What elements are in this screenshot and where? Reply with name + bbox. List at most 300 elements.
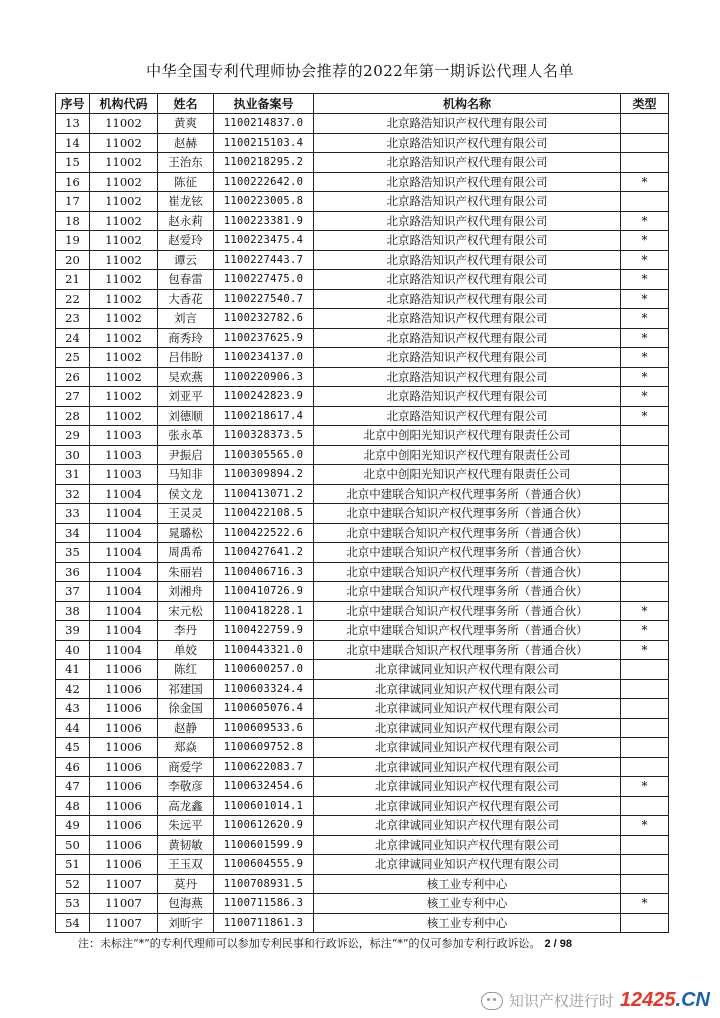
footnote [78,935,678,951]
cell-reg: 1100601014.1 [214,796,314,816]
header-cell-org: 机构名称 [314,94,621,114]
cell-no: 38 [56,601,90,621]
cell-code: 11002 [90,367,158,387]
cell-type: * [621,328,669,348]
cell-name: 刘昕宇 [158,913,214,933]
cell-type: * [621,172,669,192]
cell-code: 11002 [90,133,158,153]
footnote-text: 注：未标注“*”的专利代理师可以参加专利民事和行政诉讼，标注“*”的仅可参加专利行政诉讼。 [78,937,541,950]
cell-name: 王灵灵 [158,504,214,524]
cell-type [621,699,669,719]
table-row [56,426,669,446]
cell-reg: 1100232782.6 [214,309,314,329]
cell-reg: 1100309894.2 [214,465,314,485]
header-cell-no: 序号 [56,94,90,114]
cell-reg: 1100227475.0 [214,270,314,290]
cell-type: * [621,894,669,914]
cell-reg: 1100609752.8 [214,738,314,758]
table-row [56,133,669,153]
cell-org: 北京律诚同业知识产权代理有限公司 [314,796,621,816]
cell-reg: 1100443321.0 [214,640,314,660]
cell-org: 北京律诚同业知识产权代理有限公司 [314,660,621,680]
cell-code: 11006 [90,718,158,738]
table-row [56,601,669,621]
cell-reg: 1100406716.3 [214,562,314,582]
cell-type: * [621,816,669,836]
cell-name: 商爱学 [158,757,214,777]
cell-no: 43 [56,699,90,719]
cell-no: 47 [56,777,90,797]
cell-type [621,465,669,485]
table-row [56,660,669,680]
table-row [56,328,669,348]
cell-name: 徐金国 [158,699,214,719]
cell-type: * [621,348,669,368]
cell-type [621,757,669,777]
cell-code: 11004 [90,523,158,543]
cell-code: 11006 [90,699,158,719]
cell-type: * [621,309,669,329]
cell-no: 35 [56,543,90,563]
cell-reg: 1100612620.9 [214,816,314,836]
cell-reg: 1100328373.5 [214,426,314,446]
cell-reg: 1100418228.1 [214,601,314,621]
cell-reg: 1100603324.4 [214,679,314,699]
cell-type [621,718,669,738]
watermark [481,989,710,1012]
cell-no: 24 [56,328,90,348]
cell-code: 11006 [90,777,158,797]
cell-type: * [621,367,669,387]
cell-org: 核工业专利中心 [314,913,621,933]
table-row [56,367,669,387]
table-row [56,153,669,173]
cell-code: 11004 [90,640,158,660]
cell-type [621,484,669,504]
cell-no: 21 [56,270,90,290]
cell-code: 11002 [90,153,158,173]
cell-no: 36 [56,562,90,582]
cell-org: 北京中建联合知识产权代理事务所（普通合伙） [314,562,621,582]
cell-org: 北京律诚同业知识产权代理有限公司 [314,718,621,738]
cell-no: 19 [56,231,90,251]
cell-reg: 1100223475.4 [214,231,314,251]
cell-code: 11002 [90,406,158,426]
cell-type [621,582,669,602]
table-row [56,738,669,758]
cell-name: 黄韧敏 [158,835,214,855]
table-row [56,250,669,270]
table-row [56,777,669,797]
cell-type [621,679,669,699]
header-cell-type: 类型 [621,94,669,114]
cell-code: 11002 [90,328,158,348]
cell-no: 54 [56,913,90,933]
cell-org: 北京中建联合知识产权代理事务所（普通合伙） [314,484,621,504]
table-row [56,913,669,933]
table-row [56,406,669,426]
cell-name: 高龙鑫 [158,796,214,816]
table-row [56,504,669,524]
cell-no: 16 [56,172,90,192]
cell-org: 北京路浩知识产权代理有限公司 [314,211,621,231]
cell-name: 刘言 [158,309,214,329]
cell-org: 北京路浩知识产权代理有限公司 [314,250,621,270]
roster-table [55,93,669,933]
cell-reg: 1100604555.9 [214,855,314,875]
table-row [56,718,669,738]
cell-type [621,835,669,855]
header-cell-reg: 执业备案号 [214,94,314,114]
cell-no: 39 [56,621,90,641]
page-number: 2 / 98 [544,938,573,950]
cell-type [621,133,669,153]
table-row [56,621,669,641]
cell-type [621,855,669,875]
cell-reg: 1100605076.4 [214,699,314,719]
cell-reg: 1100242823.9 [214,387,314,407]
cell-type: * [621,211,669,231]
cell-no: 48 [56,796,90,816]
cell-name: 包海燕 [158,894,214,914]
cell-name: 单姣 [158,640,214,660]
cell-reg: 1100711586.3 [214,894,314,914]
cell-no: 32 [56,484,90,504]
cell-no: 14 [56,133,90,153]
cell-name: 崔龙铉 [158,192,214,212]
cell-no: 29 [56,426,90,446]
cell-org: 北京中建联合知识产权代理事务所（普通合伙） [314,582,621,602]
table-row [56,699,669,719]
cell-no: 27 [56,387,90,407]
cell-type: * [621,640,669,660]
cell-code: 11004 [90,621,158,641]
cell-type: * [621,621,669,641]
table-row [56,523,669,543]
brand-logo-dot: . [675,989,682,1011]
cell-name: 尹振启 [158,445,214,465]
cell-type [621,114,669,134]
table-row [56,816,669,836]
table-row [56,348,669,368]
table-row [56,582,669,602]
cell-code: 11002 [90,192,158,212]
table-header-row [56,94,669,114]
cell-org: 北京中建联合知识产权代理事务所（普通合伙） [314,543,621,563]
cell-reg: 1100234137.0 [214,348,314,368]
cell-org: 北京路浩知识产权代理有限公司 [314,192,621,212]
cell-no: 25 [56,348,90,368]
cell-no: 50 [56,835,90,855]
cell-reg: 1100237625.9 [214,328,314,348]
table-row [56,796,669,816]
cell-code: 11007 [90,894,158,914]
cell-name: 谭云 [158,250,214,270]
cell-no: 34 [56,523,90,543]
cell-name: 李敬彦 [158,777,214,797]
cell-org: 北京中建联合知识产权代理事务所（普通合伙） [314,640,621,660]
table-row [56,679,669,699]
cell-name: 吕伟盼 [158,348,214,368]
cell-code: 11002 [90,309,158,329]
cell-code: 11002 [90,270,158,290]
cell-no: 53 [56,894,90,914]
cell-type: * [621,289,669,309]
cell-reg: 1100422108.5 [214,504,314,524]
cell-no: 45 [56,738,90,758]
cell-code: 11004 [90,504,158,524]
cell-reg: 1100218617.4 [214,406,314,426]
cell-code: 11003 [90,465,158,485]
cell-reg: 1100218295.2 [214,153,314,173]
cell-no: 46 [56,757,90,777]
cell-code: 11006 [90,855,158,875]
cell-org: 北京律诚同业知识产权代理有限公司 [314,816,621,836]
cell-no: 13 [56,114,90,134]
cell-name: 晁璐松 [158,523,214,543]
cell-type [621,796,669,816]
table-row [56,114,669,134]
cell-code: 11004 [90,543,158,563]
cell-type: * [621,231,669,251]
cell-no: 52 [56,874,90,894]
cell-no: 49 [56,816,90,836]
cell-code: 11004 [90,484,158,504]
cell-no: 28 [56,406,90,426]
table-row [56,640,669,660]
cell-org: 北京路浩知识产权代理有限公司 [314,406,621,426]
cell-reg: 1100305565.0 [214,445,314,465]
cell-org: 北京律诚同业知识产权代理有限公司 [314,835,621,855]
cell-code: 11006 [90,757,158,777]
cell-name: 赵永莉 [158,211,214,231]
cell-reg: 1100422759.9 [214,621,314,641]
cell-name: 马知非 [158,465,214,485]
cell-no: 26 [56,367,90,387]
cell-name: 大香花 [158,289,214,309]
cell-org: 北京律诚同业知识产权代理有限公司 [314,757,621,777]
brand-logo-number: 12425 [619,989,676,1011]
cell-name: 刘亚平 [158,387,214,407]
cell-name: 侯文龙 [158,484,214,504]
cell-name: 黄爽 [158,114,214,134]
table-row [56,211,669,231]
cell-type: * [621,406,669,426]
table-row [56,309,669,329]
table-row [56,172,669,192]
cell-no: 20 [56,250,90,270]
cell-type [621,504,669,524]
table-row [56,757,669,777]
cell-no: 30 [56,445,90,465]
cell-type [621,562,669,582]
cell-no: 37 [56,582,90,602]
cell-name: 吴欢燕 [158,367,214,387]
cell-no: 33 [56,504,90,524]
cell-no: 15 [56,153,90,173]
cell-type [621,660,669,680]
header-cell-code: 机构代码 [90,94,158,114]
watermark-text: 知识产权进行时 [508,992,614,1010]
table-row [56,445,669,465]
cell-reg: 1100227443.7 [214,250,314,270]
cell-name: 陈红 [158,660,214,680]
cell-no: 42 [56,679,90,699]
cell-code: 11004 [90,562,158,582]
table-row [56,484,669,504]
cell-reg: 1100711861.3 [214,913,314,933]
cell-no: 41 [56,660,90,680]
cell-reg: 1100601599.9 [214,835,314,855]
cell-org: 北京律诚同业知识产权代理有限公司 [314,738,621,758]
cell-no: 22 [56,289,90,309]
cell-no: 44 [56,718,90,738]
cell-code: 11006 [90,679,158,699]
table-row [56,874,669,894]
table-row [56,192,669,212]
cell-type [621,445,669,465]
cell-name: 周禹希 [158,543,214,563]
cell-name: 王治东 [158,153,214,173]
cell-code: 11006 [90,796,158,816]
cell-reg: 1100220906.3 [214,367,314,387]
cell-code: 11002 [90,211,158,231]
table-row [56,289,669,309]
cell-code: 11007 [90,874,158,894]
cell-org: 北京路浩知识产权代理有限公司 [314,348,621,368]
cell-type [621,192,669,212]
cell-org: 北京路浩知识产权代理有限公司 [314,133,621,153]
cell-reg: 1100410726.9 [214,582,314,602]
cell-reg: 1100622083.7 [214,757,314,777]
cell-no: 23 [56,309,90,329]
cell-org: 核工业专利中心 [314,874,621,894]
cell-type: * [621,601,669,621]
cell-org: 北京路浩知识产权代理有限公司 [314,270,621,290]
cell-name: 莫丹 [158,874,214,894]
cell-org: 北京路浩知识产权代理有限公司 [314,153,621,173]
cell-reg: 1100227540.7 [214,289,314,309]
cell-name: 祁建国 [158,679,214,699]
cell-org: 北京律诚同业知识产权代理有限公司 [314,679,621,699]
cell-reg: 1100222642.0 [214,172,314,192]
cell-org: 北京路浩知识产权代理有限公司 [314,309,621,329]
cell-reg: 1100609533.6 [214,718,314,738]
cell-org: 北京律诚同业知识产权代理有限公司 [314,699,621,719]
cell-type [621,523,669,543]
cell-type [621,543,669,563]
cell-type [621,738,669,758]
cell-no: 51 [56,855,90,875]
cell-code: 11002 [90,387,158,407]
brand-logo [620,989,710,1012]
cell-code: 11002 [90,289,158,309]
cell-type: * [621,387,669,407]
cell-code: 11007 [90,913,158,933]
table-row [56,270,669,290]
cell-code: 11003 [90,426,158,446]
cell-org: 北京路浩知识产权代理有限公司 [314,172,621,192]
table-row [56,465,669,485]
cell-reg: 1100223005.8 [214,192,314,212]
cell-name: 王玉双 [158,855,214,875]
table-row [56,562,669,582]
table-row [56,894,669,914]
cell-reg: 1100600257.0 [214,660,314,680]
cell-name: 商秀玲 [158,328,214,348]
cell-name: 赵赫 [158,133,214,153]
cell-name: 赵爱玲 [158,231,214,251]
cell-org: 北京中建联合知识产权代理事务所（普通合伙） [314,621,621,641]
cell-name: 宋元松 [158,601,214,621]
cell-org: 北京中创阳光知识产权代理有限责任公司 [314,465,621,485]
cell-type: * [621,777,669,797]
cell-code: 11002 [90,114,158,134]
cell-org: 核工业专利中心 [314,894,621,914]
cell-no: 31 [56,465,90,485]
cell-org: 北京路浩知识产权代理有限公司 [314,114,621,134]
cell-code: 11004 [90,582,158,602]
cell-org: 北京中建联合知识产权代理事务所（普通合伙） [314,504,621,524]
cell-org: 北京路浩知识产权代理有限公司 [314,328,621,348]
cell-org: 北京中创阳光知识产权代理有限责任公司 [314,426,621,446]
cell-code: 11002 [90,231,158,251]
cell-name: 赵静 [158,718,214,738]
cell-type: * [621,270,669,290]
cell-code: 11003 [90,445,158,465]
cell-name: 李丹 [158,621,214,641]
cell-name: 朱远平 [158,816,214,836]
cell-reg: 1100214837.0 [214,114,314,134]
cell-type [621,153,669,173]
brand-logo-suffix: CN [681,989,710,1011]
cell-org: 北京律诚同业知识产权代理有限公司 [314,855,621,875]
cell-org: 北京路浩知识产权代理有限公司 [314,387,621,407]
cell-reg: 1100427641.2 [214,543,314,563]
cell-type: * [621,250,669,270]
cell-name: 陈征 [158,172,214,192]
cell-org: 北京中建联合知识产权代理事务所（普通合伙） [314,523,621,543]
table-row [56,855,669,875]
cell-no: 18 [56,211,90,231]
cell-name: 朱丽岩 [158,562,214,582]
table-row [56,387,669,407]
table-row [56,231,669,251]
cell-code: 11006 [90,835,158,855]
cell-type [621,913,669,933]
table-row [56,543,669,563]
cell-org: 北京路浩知识产权代理有限公司 [314,367,621,387]
cell-no: 40 [56,640,90,660]
cell-code: 11006 [90,816,158,836]
cell-name: 刘德顺 [158,406,214,426]
cell-reg: 1100708931.5 [214,874,314,894]
cell-no: 17 [56,192,90,212]
cell-reg: 1100223381.9 [214,211,314,231]
cell-type [621,426,669,446]
cell-org: 北京路浩知识产权代理有限公司 [314,289,621,309]
cell-type [621,874,669,894]
cell-name: 刘湘舟 [158,582,214,602]
table-body [56,114,669,933]
cell-name: 郑焱 [158,738,214,758]
cell-org: 北京中建联合知识产权代理事务所（普通合伙） [314,601,621,621]
cell-reg: 1100632454.6 [214,777,314,797]
cell-name: 张永革 [158,426,214,446]
cell-org: 北京路浩知识产权代理有限公司 [314,231,621,251]
cell-code: 11006 [90,738,158,758]
cell-reg: 1100413071.2 [214,484,314,504]
